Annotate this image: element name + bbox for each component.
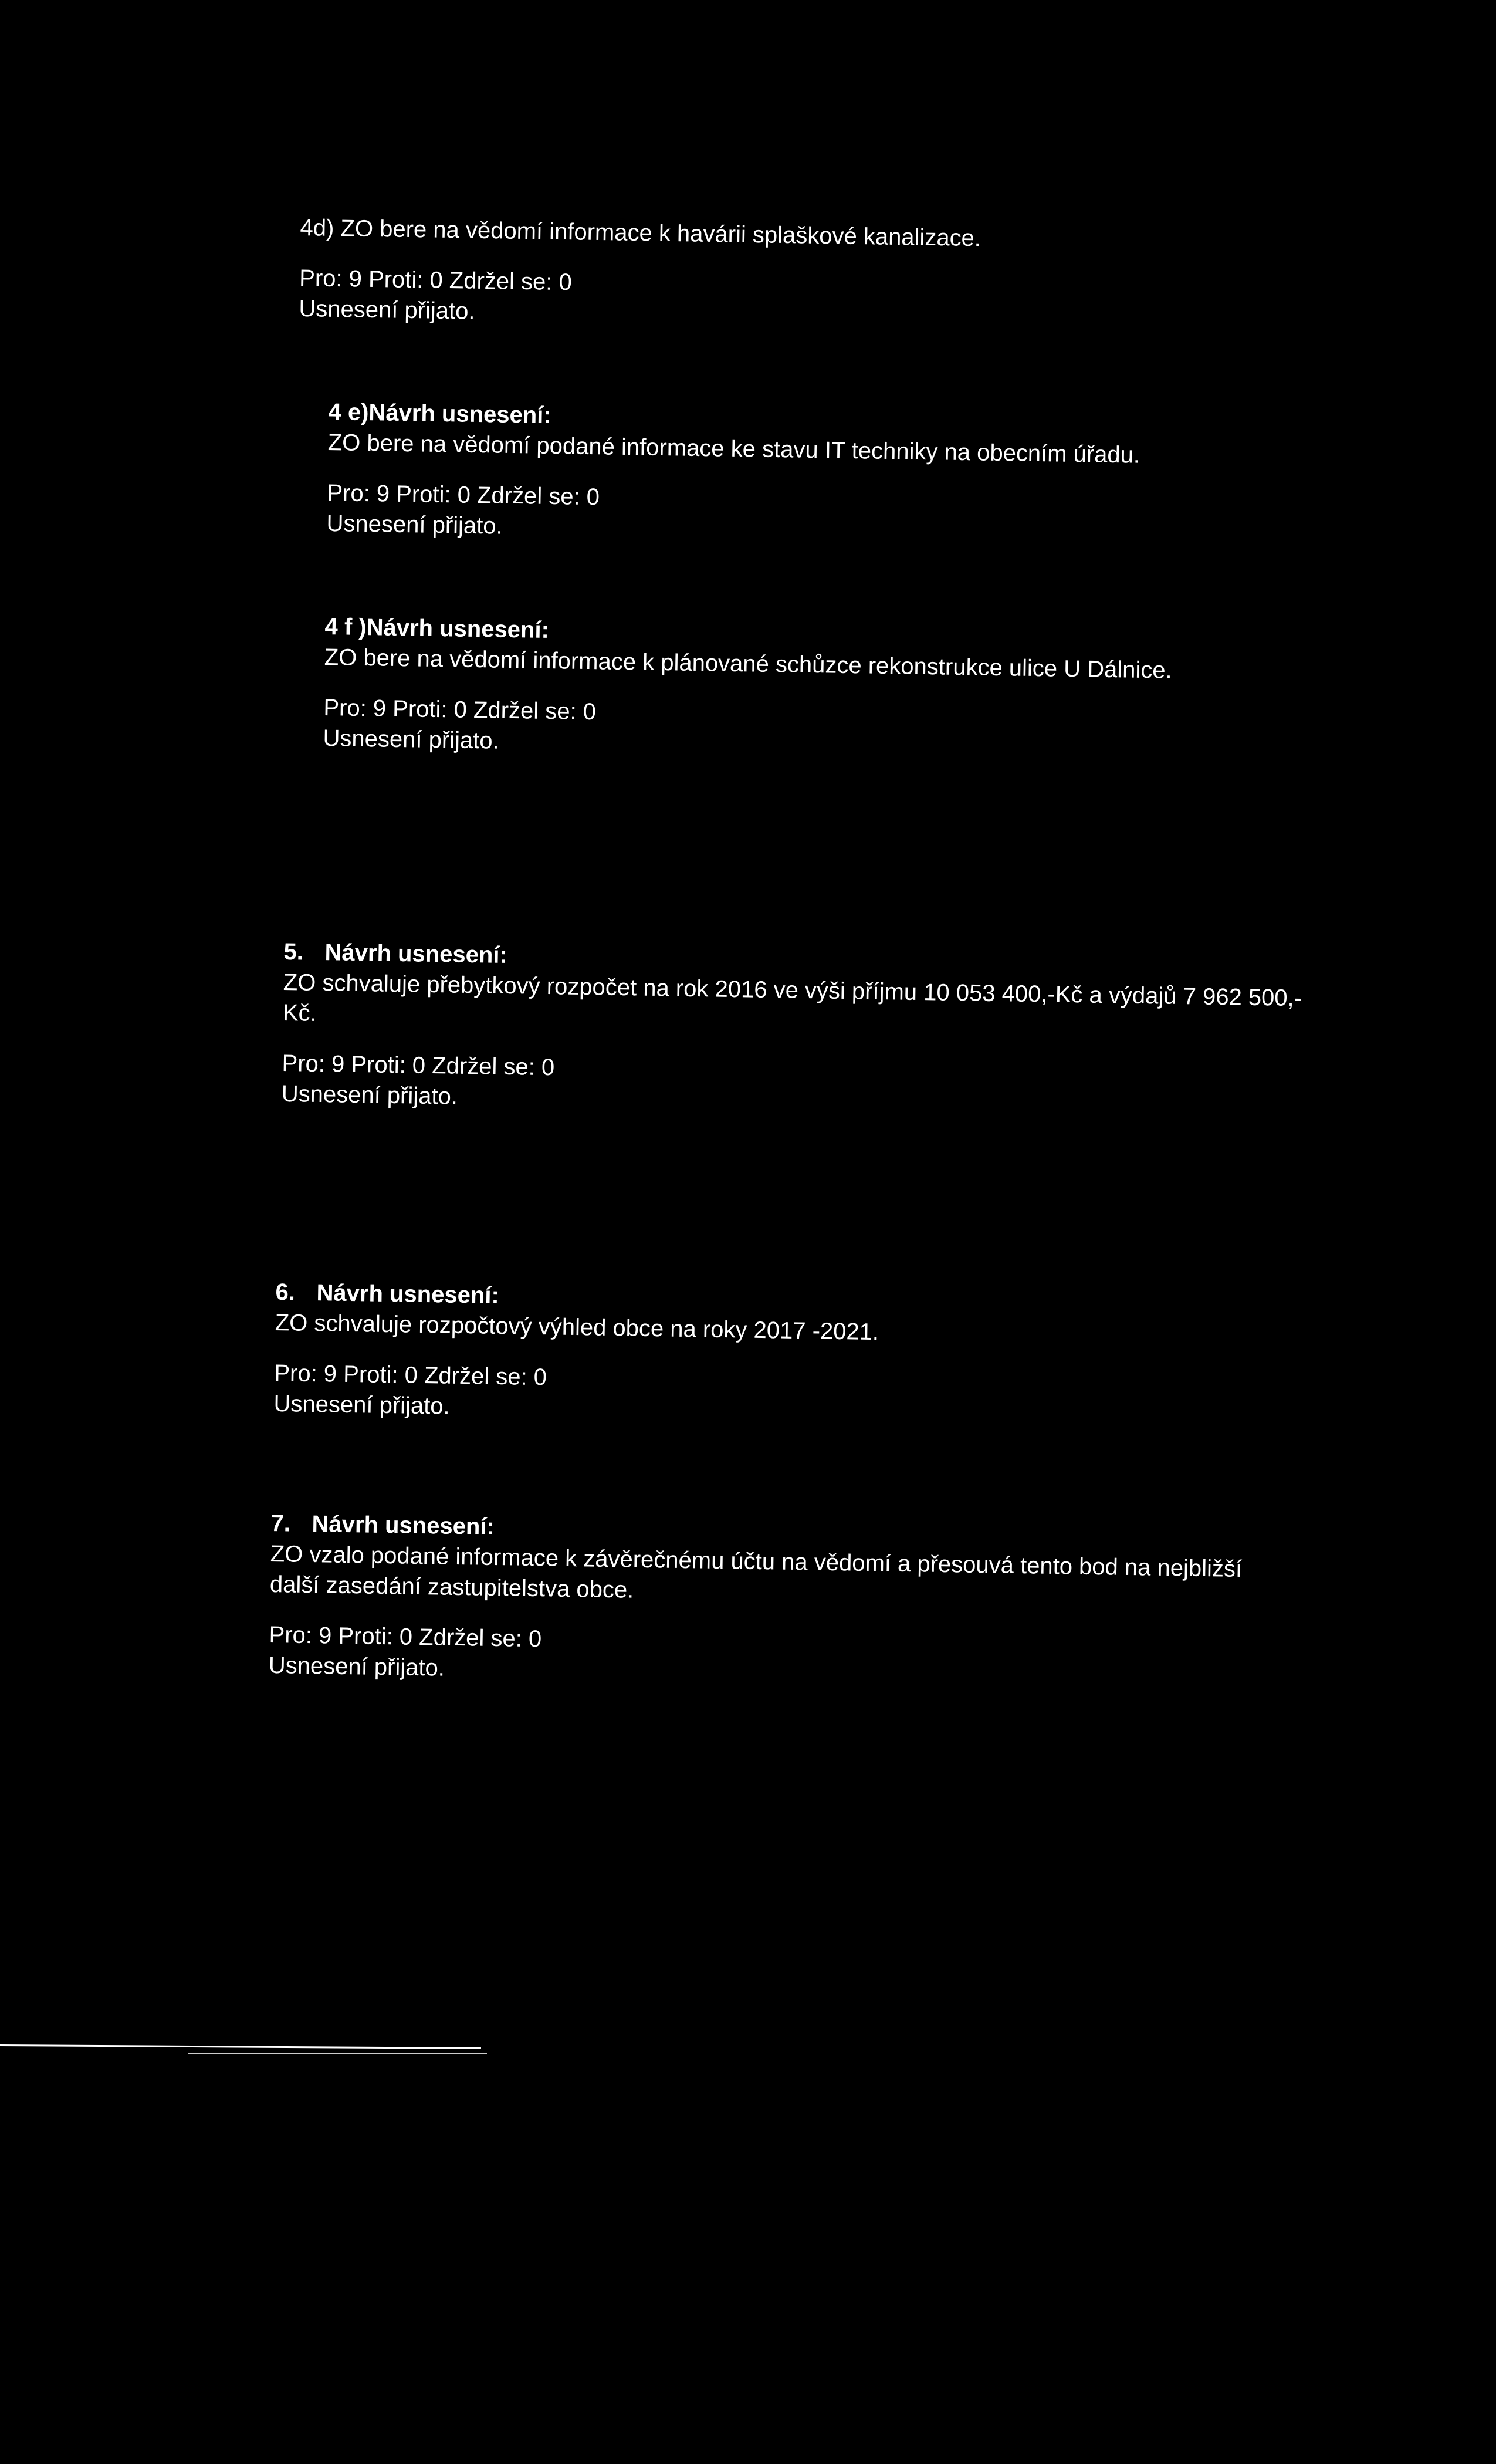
footnote-divider-secondary xyxy=(188,2053,487,2054)
resolution-result: Usnesení přijato. xyxy=(281,1080,458,1110)
resolution-result: Usnesení přijato. xyxy=(299,295,475,325)
section-number: 7. xyxy=(270,1510,291,1537)
section-4d xyxy=(299,212,1356,340)
vote-tally: Pro: 9 Proti: 0 Zdržel se: 0 xyxy=(327,479,600,511)
section-number: 5. xyxy=(283,938,304,965)
section-5 xyxy=(281,937,1339,1125)
section-heading-label: Návrh usnesení: xyxy=(316,1280,500,1309)
section-heading-label: Návrh usnesení: xyxy=(312,1511,495,1540)
section-7 xyxy=(268,1508,1326,1697)
section-heading: 4 f )Návrh usnesení: xyxy=(324,613,550,643)
section-number: 6. xyxy=(275,1279,296,1306)
resolution-text: ZO bere na vědomí podané informace ke stavu IT techniky na obecním úřadu. xyxy=(327,429,1140,468)
footnote-divider xyxy=(0,2044,481,2049)
vote-tally: Pro: 9 Proti: 0 Zdržel se: 0 xyxy=(299,265,573,296)
section-heading-label: Návrh usnesení: xyxy=(324,939,508,968)
resolution-result: Usnesení přijato. xyxy=(268,1652,445,1681)
resolution-result: Usnesení přijato. xyxy=(323,725,500,754)
resolution-result: Usnesení přijato. xyxy=(273,1390,451,1419)
section-4f xyxy=(323,611,1381,770)
resolution-text: ZO schvaluje přebytkový rozpočet na rok 2016 ve výši příjmu 10 053 400,-Kč a výdajů 7 962 500,-Kč. xyxy=(282,969,1302,1026)
vote-tally: Pro: 9 Proti: 0 Zdržel se: 0 xyxy=(269,1621,542,1652)
vote-tally: Pro: 9 Proti: 0 Zdržel se: 0 xyxy=(282,1050,555,1081)
vote-tally: Pro: 9 Proti: 0 Zdržel se: 0 xyxy=(274,1360,547,1391)
section-4e xyxy=(326,397,1385,555)
section-6 xyxy=(273,1277,1332,1435)
vote-tally: Pro: 9 Proti: 0 Zdržel se: 0 xyxy=(323,694,597,725)
resolution-text: ZO bere na vědomí informace k plánované schůzce rekonstrukce ulice U Dálnice. xyxy=(324,644,1173,684)
resolution-result: Usnesení přijato. xyxy=(326,510,503,539)
resolution-text: 4d) ZO bere na vědomí informace k havárii splaškové kanalizace. xyxy=(300,214,981,252)
resolution-text: ZO schvaluje rozpočtový výhled obce na roky 2017 -2021. xyxy=(275,1309,879,1346)
section-heading: 4 e)Návrh usnesení: xyxy=(328,398,552,428)
resolution-text: ZO vzalo podané informace k závěrečnému účtu na vědomí a přesouvá tento bod na nejbližší další zasedání zastupitelstva obce. xyxy=(269,1540,1243,1603)
